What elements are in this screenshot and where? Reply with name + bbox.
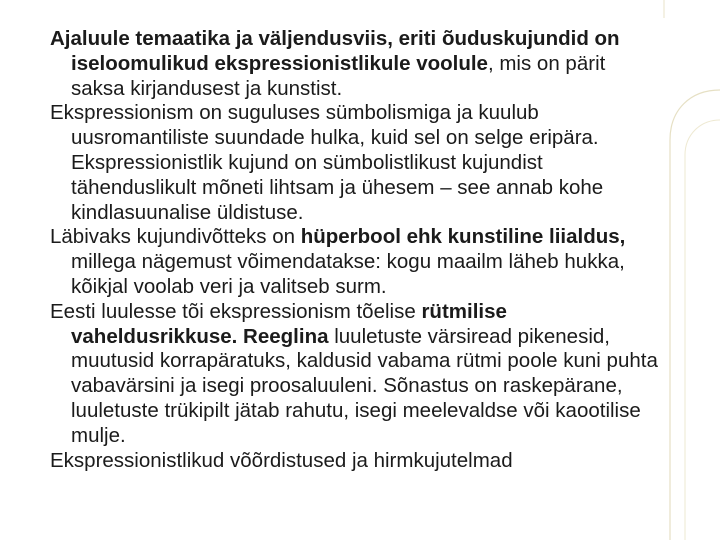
paragraph-1 [50,27,660,101]
paragraph-3 [50,225,660,299]
paragraph-4-text-a: Eesti luulesse tõi ekspressionism tõelise [50,299,422,323]
paragraph-3-text-a: Läbivaks kujundivõtteks on [50,225,301,249]
paragraph-2 [50,101,660,225]
paragraph-5 [50,449,660,474]
slide-body [50,27,660,473]
paragraph-4 [50,300,660,449]
paragraph-1-bold: Ajaluule temaatika ja väljendusviis, eriti õuduskujundid on iseloomulikud ekspressionistlikule voolule [50,27,620,75]
paragraph-1-text: , mis on pärit saksa kirjandusest ja kunstist. [71,51,606,100]
paragraph-2-text: Ekspressionism on suguluses sümbolismiga ja kuulub uusromantiliste suundade hulka, kuid sel on selge eripära. Ekspressionistlik kujund on sümbolistlikust kujundist tähenduslikult mõneti lihtsam ja ühesem – see annab kohe kindlasuunalise üldistuse. [50,101,604,224]
paragraph-5-text: Ekspressionistlikud võõrdistused ja hirmkujutelmad [50,448,513,472]
paragraph-3-bold: hüperbool ehk kunstiline liialdus, [300,225,626,249]
paragraph-4-text-b: luuletuste värsiread pikenesid, muutusid korrapäratuks, kaldusid vabama rütmi poole kuni puhta vabavärsini ja isegi proosaluuleni. Sõnastus on raskepärane, luuletuste trükipilt jätab rahutu, isegi meelevaldse või kaootilise mulje. [71,324,658,447]
paragraph-3-text-b: millega nägemust võimendatakse: kogu maailm läheb hukka, kõikjal voolab veri ja valitseb surm. [71,250,625,298]
paragraph-4-bold: rütmilise vaheldusrikkuse. Reeglina [71,299,507,348]
